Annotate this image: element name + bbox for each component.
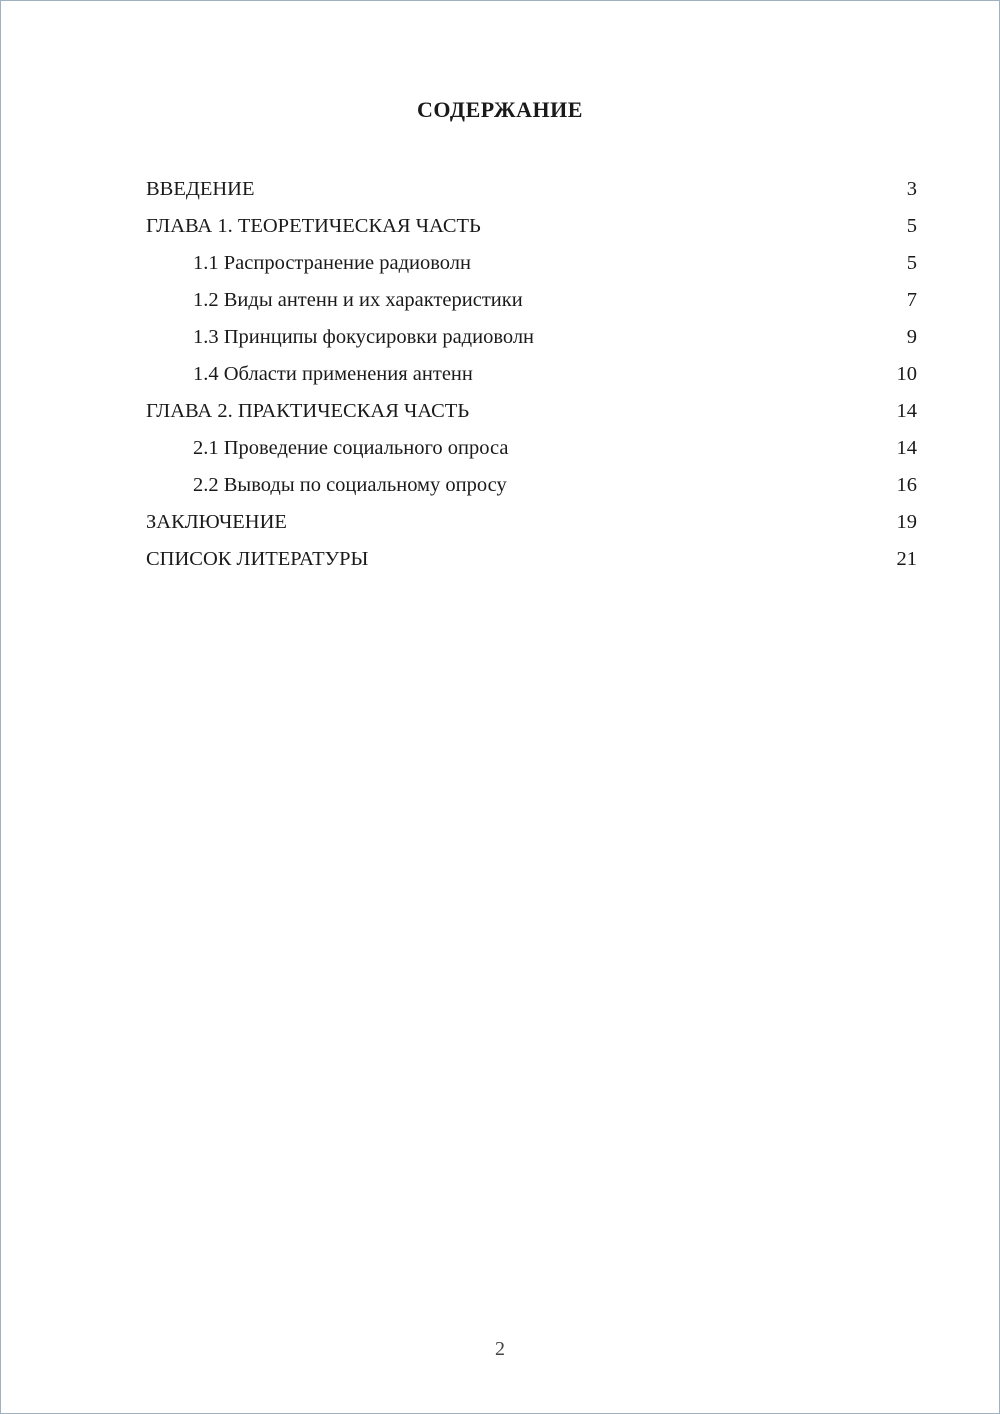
toc-entry-label: ГЛАВА 2. ПРАКТИЧЕСКАЯ ЧАСТЬ — [146, 400, 470, 422]
toc-entry — [146, 171, 917, 208]
toc-entry-page: 9 — [906, 326, 917, 348]
toc-entry-page: 5 — [906, 252, 917, 274]
toc-entry — [146, 504, 917, 541]
toc-entry-label: 1.2 Виды антенн и их характеристики — [193, 289, 523, 311]
toc-entry-label: ГЛАВА 1. ТЕОРЕТИЧЕСКАЯ ЧАСТЬ — [146, 215, 481, 237]
toc-entry-label: СПИСОК ЛИТЕРАТУРЫ — [146, 548, 369, 570]
toc-entry — [146, 393, 917, 430]
toc-entry-label: ВВЕДЕНИЕ — [146, 178, 255, 200]
toc-entry-label: ЗАКЛЮЧЕНИЕ — [146, 511, 287, 533]
toc-entry — [146, 282, 917, 319]
toc-entry — [146, 541, 917, 578]
toc-entry-page: 19 — [896, 511, 917, 533]
toc-entry-page: 10 — [896, 363, 917, 385]
toc-entry — [146, 430, 917, 467]
toc-entry-page: 21 — [896, 548, 917, 570]
toc-entry — [146, 319, 917, 356]
toc-entry-label: 1.4 Области применения антенн — [193, 363, 473, 385]
toc-entry-page: 7 — [906, 289, 917, 311]
toc-entry — [146, 356, 917, 393]
page-title: СОДЕРЖАНИЕ — [417, 97, 583, 122]
toc-entry-label: 2.2 Выводы по социальному опросу — [193, 474, 507, 496]
toc-entry — [146, 245, 917, 282]
toc-entry — [146, 208, 917, 245]
toc-entry — [146, 467, 917, 504]
footer-page-number: 2 — [495, 1338, 505, 1360]
toc-entry-page: 14 — [896, 437, 917, 459]
table-of-contents — [146, 171, 917, 578]
toc-entry-label: 2.1 Проведение социального опроса — [193, 437, 509, 459]
toc-entry-page: 5 — [906, 215, 917, 237]
toc-entry-label: 1.1 Распространение радиоволн — [193, 252, 471, 274]
toc-entry-page: 3 — [906, 178, 917, 200]
toc-entry-page: 16 — [896, 474, 917, 496]
toc-entry-label: 1.3 Принципы фокусировки радиоволн — [193, 326, 535, 348]
toc-entry-page: 14 — [896, 400, 917, 422]
